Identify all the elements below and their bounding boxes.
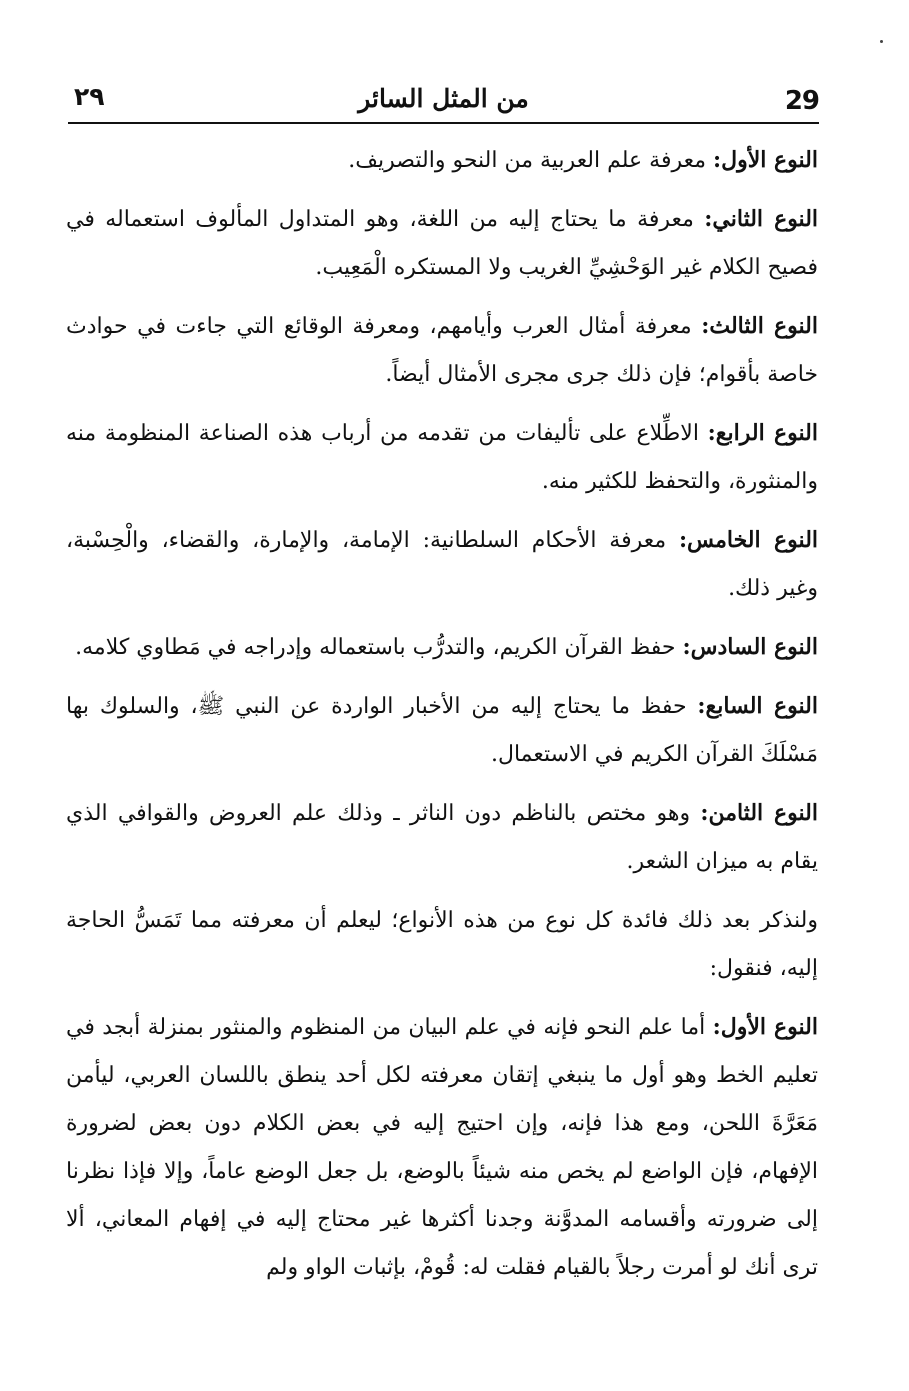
- paragraph: [66, 516, 818, 613]
- paragraph-text: ولنذكر بعد ذلك فائدة كل نوع من هذه الأنواع؛ ليعلم أن معرفته مما تَمَسُّ الحاجة إليه، فنقول:: [66, 908, 818, 981]
- paragraph-text: معرفة الأحكام السلطانية: الإمامة، والإمارة، والقضاء، والْحِسْبة، وغير ذلك.: [66, 528, 818, 601]
- paragraph: [66, 682, 818, 779]
- running-title: من المثل السائر: [358, 84, 529, 113]
- paragraph-text: الاطِّلاع على تأليفات من تقدمه من أرباب هذه الصناعة المنظومة منه والمنثورة، والتحفظ للكثير منه.: [66, 421, 818, 494]
- header-rule: [68, 122, 819, 124]
- paragraph: [66, 1003, 818, 1292]
- section-lead: النوع السادس:: [682, 634, 818, 660]
- paragraph-text: حفظ ما يحتاج إليه من الأخبار الواردة عن النبي ﷺ، والسلوك بها مَسْلَكَ القرآن الكريم في الاستعمال.: [66, 694, 818, 767]
- paragraph: [66, 302, 818, 399]
- section-lead: النوع الرابع:: [707, 420, 818, 446]
- section-lead: النوع الثاني:: [704, 206, 819, 232]
- paragraph-text: أما علم النحو فإنه في علم البيان من المنظوم والمنثور بمنزلة أبجد في تعليم الخط وهو أول ما ينبغي إتقان معرفته لكل أحد ينطق باللسان العربي، ليأمن مَعَرَّةَ اللحن، ومع هذا فإنه، وإن احتيج إليه في بعض الكلام دون بعض لضرورة الإفهام، فإن الواضع لم يخص منه شيئاً بالوضع، بل جعل الوضع عاماً، وإلا فإذا نظرنا إلى ضرورته وأقسامه المدوَّنة وجدنا أكثرها غير محتاج إليه في إفهام المعاني، ألا ترى أنك لو أمرت رجلاً بالقيام فقلت له: قُومْ، بإثبات الواو ولم: [66, 1015, 818, 1280]
- paragraph: [66, 896, 818, 993]
- paragraph: [66, 136, 818, 185]
- paragraph-text: معرفة علم العربية من النحو والتصريف.: [348, 148, 713, 173]
- page-body: [66, 136, 818, 1302]
- paragraph: [66, 409, 818, 506]
- paragraph: [66, 623, 818, 672]
- paragraph-text: معرفة أمثال العرب وأيامهم، ومعرفة الوقائع التي جاءت في حوادث خاصة بأقوام؛ فإن ذلك جرى مجرى الأمثال أيضاً.: [66, 314, 818, 387]
- section-lead: النوع الأول:: [712, 1014, 818, 1040]
- section-lead: النوع الثامن:: [700, 800, 818, 826]
- paragraph: [66, 789, 818, 886]
- section-lead: النوع السابع:: [697, 693, 818, 719]
- page-number-latin: 29: [784, 86, 819, 116]
- paragraph-text: وهو مختص بالناظم دون الناثر ـ وذلك علم العروض والقوافي الذي يقام به ميزان الشعر.: [66, 801, 818, 874]
- paragraph-text: معرفة ما يحتاج إليه من اللغة، وهو المتداول المألوف استعماله في فصيح الكلام غير الوَحْشِيِّ الغريب ولا المستكره الْمَعِيب.: [66, 207, 818, 280]
- page-header: [68, 78, 819, 122]
- margin-speck: [880, 40, 883, 43]
- paragraph-text: حفظ القرآن الكريم، والتدرُّب باستعماله وإدراجه في مَطاوي كلامه.: [75, 635, 683, 660]
- page-number-arabic: ٢٩: [74, 82, 105, 111]
- section-lead: النوع الثالث:: [701, 313, 818, 339]
- section-lead: النوع الخامس:: [678, 527, 819, 553]
- section-lead: النوع الأول:: [713, 147, 818, 173]
- paragraph: [66, 195, 818, 292]
